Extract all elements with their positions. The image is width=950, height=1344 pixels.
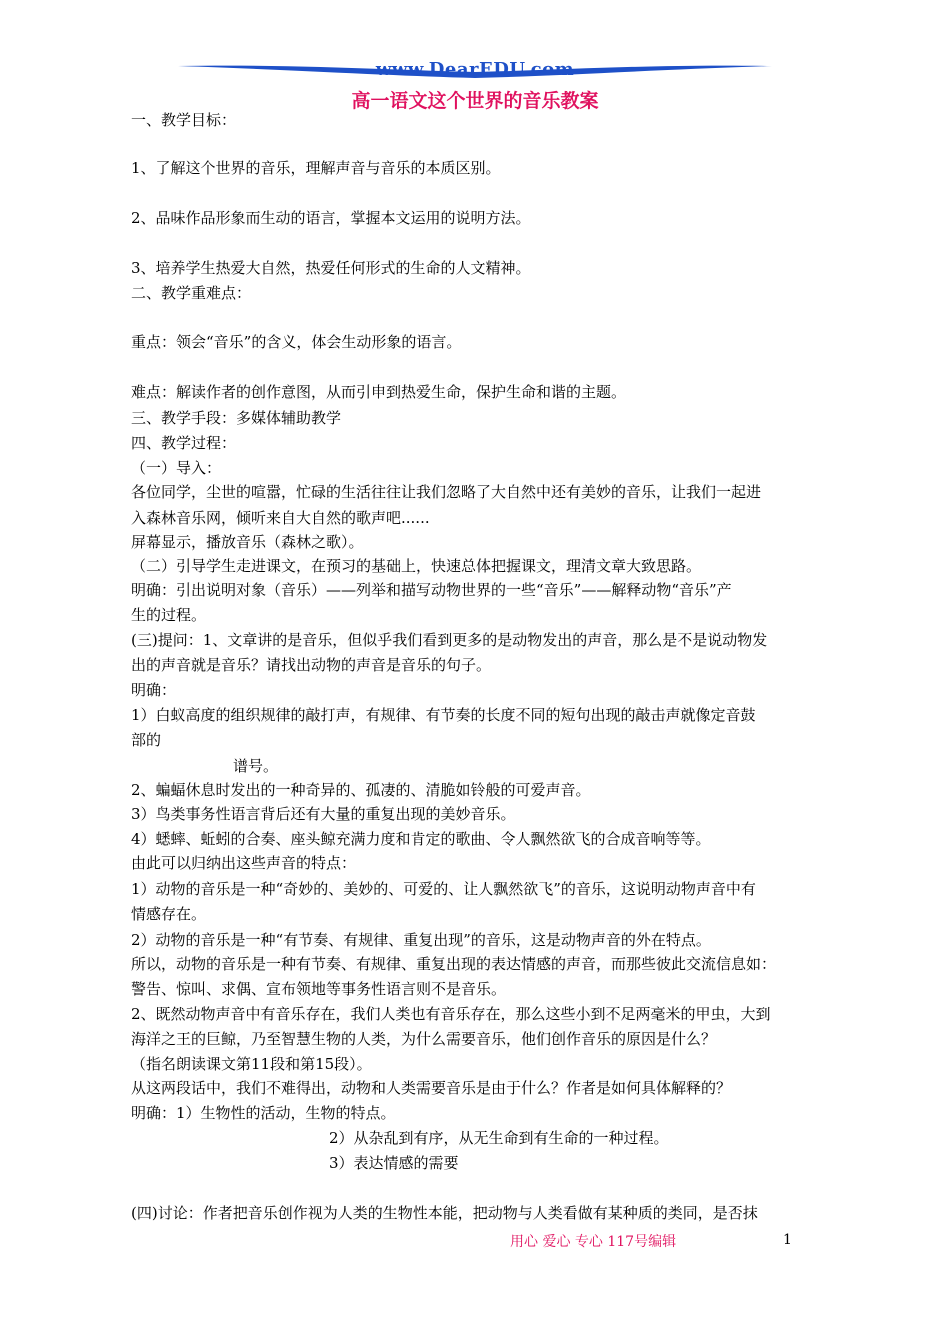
- text-line: 生的过程。: [131, 606, 207, 624]
- text-line: 二、教学重难点：: [131, 284, 252, 302]
- text-line: 明确：引出说明对象（音乐）——列举和描写动物世界的一些“音乐”——解释动物“音乐”产: [131, 581, 732, 599]
- text-line: 情感存在。: [131, 905, 207, 923]
- text-line: 四、教学过程：: [131, 434, 237, 452]
- text-line: 各位同学，尘世的喧嚣，忙碌的生活往往让我们忽略了大自然中还有美妙的音乐，让我们一起进: [131, 483, 762, 501]
- text-line: 难点：解读作者的创作意图，从而引申到热爱生命，保护生命和谐的主题。: [131, 383, 627, 401]
- text-line: 明确：: [131, 681, 177, 699]
- text-line: 三、教学手段：多媒体辅助教学: [131, 409, 342, 427]
- text-line: 谱号。: [233, 757, 279, 775]
- text-line: 1）动物的音乐是一种“奇妙的、美妙的、可爱的、让人飘然欲飞”的音乐，这说明动物声音中有: [131, 880, 756, 898]
- text-line: 4）蟋蟀、蚯蚓的合奏、座头鲸充满力度和肯定的歌曲、令人飘然欲飞的合成音响等等。: [131, 830, 711, 848]
- text-line: （一）导入：: [131, 459, 222, 477]
- text-line: 1）白蚁高度的组织规律的敲打声，有规律、有节奏的长度不同的短句出现的敲击声就像定音鼓: [131, 706, 756, 724]
- text-line: 部的: [131, 731, 162, 749]
- text-line: (四)讨论：作者把音乐创作视为人类的生物性本能，把动物与人类看做有某种质的类同，是否抹: [131, 1204, 758, 1222]
- text-line: 3、培养学生热爱大自然，热爱任何形式的生命的人文精神。: [131, 259, 531, 277]
- text-line: 2、既然动物声音中有音乐存在，我们人类也有音乐存在，那么这些小到不足两毫米的甲虫，大到: [131, 1005, 771, 1023]
- text-line: 所以，动物的音乐是一种有节奏、有规律、重复出现的表达情感的声音，而那些彼此交流信息如：: [131, 955, 777, 973]
- site-name: www.DearEDU.com: [375, 59, 575, 80]
- text-line: 明确：1）生物性的活动，生物的特点。: [131, 1104, 396, 1122]
- text-line: 一、教学目标：: [131, 111, 237, 129]
- footer-text: 用心 爱心 专心 117号编辑: [510, 1234, 677, 1250]
- text-line: 警告、惊叫、求偶、宣布领地等事务性语言则不是音乐。: [131, 980, 507, 998]
- text-line: 入森林音乐网，倾听来自大自然的歌声吧......: [131, 509, 430, 527]
- text-line: 2）从杂乱到有序，从无生命到有生命的一种过程。: [329, 1129, 669, 1147]
- document-title: 高一语文这个世界的音乐教案: [351, 90, 599, 112]
- text-line: 2、品味作品形象而生动的语言，掌握本文运用的说明方法。: [131, 209, 531, 227]
- text-line: （指名朗读课文第11段和第15段）。: [131, 1055, 372, 1073]
- text-line: 重点：领会“音乐”的含义，体会生动形象的语言。: [131, 333, 462, 351]
- page-number: 1: [783, 1232, 792, 1248]
- text-line: (三)提问：1、文章讲的是音乐，但似乎我们看到更多的是动物发出的声音，那么是不是说动物发: [131, 631, 768, 649]
- text-line: 2、蝙蝠休息时发出的一种奇异的、孤凄的、清脆如铃般的可爱声音。: [131, 781, 591, 799]
- text-line: （二）引导学生走进课文，在预习的基础上，快速总体把握课文，理清文章大致思路。: [131, 557, 702, 575]
- text-line: 3）表达情感的需要: [329, 1154, 459, 1172]
- text-line: 从这两段话中，我们不难得出，动物和人类需要音乐是由于什么？作者是如何具体解释的？: [131, 1079, 732, 1097]
- text-line: 2）动物的音乐是一种“有节奏、有规律、重复出现”的音乐，这是动物声音的外在特点。: [131, 931, 711, 949]
- text-line: 1、了解这个世界的音乐，理解声音与音乐的本质区别。: [131, 159, 501, 177]
- text-line: 3）鸟类事务性语言背后还有大量的重复出现的美妙音乐。: [131, 805, 516, 823]
- text-line: 海洋之王的巨鲸，乃至智慧生物的人类，为什么需要音乐，他们创作音乐的原因是什么？: [131, 1030, 717, 1048]
- text-line: 屏幕显示，播放音乐（森林之歌）。: [131, 533, 364, 551]
- text-line: 出的声音就是音乐？请找出动物的声音是音乐的句子。: [131, 656, 492, 674]
- text-line: 由此可以归纳出这些声音的特点：: [131, 854, 357, 872]
- header-banner: [178, 56, 772, 86]
